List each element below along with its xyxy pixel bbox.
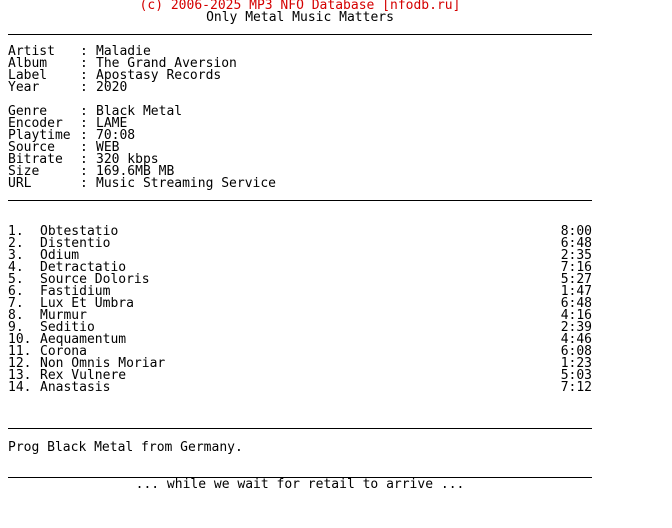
- track-row: [8, 238, 592, 250]
- track-number: 8.: [8, 308, 24, 323]
- info-value: 169.6MB MB: [96, 164, 175, 179]
- info-key: Bitrate: [8, 152, 63, 167]
- info-value: Black Metal: [96, 104, 183, 119]
- track-duration: 8:00: [560, 224, 592, 239]
- info-key: Encoder: [8, 116, 63, 131]
- track-number: 9.: [8, 320, 24, 335]
- info-key: Artist: [8, 44, 55, 59]
- track-duration: 4:16: [560, 308, 592, 323]
- tracklist: [8, 226, 592, 394]
- spacer: [8, 454, 592, 477]
- info-row-year: [8, 82, 592, 94]
- info-value: WEB: [96, 140, 120, 155]
- track-title: Seditio: [40, 320, 95, 335]
- track-title: Rex Vulnere: [40, 368, 127, 383]
- track-number: 11.: [8, 344, 32, 359]
- track-title: Source Doloris: [40, 272, 150, 287]
- track-title: Corona: [40, 344, 87, 359]
- track-title: Murmur: [40, 308, 87, 323]
- info-separator: :: [80, 68, 88, 83]
- info-key: Album: [8, 56, 48, 71]
- spacer: [8, 201, 592, 226]
- track-row: [8, 334, 592, 346]
- track-number: 4.: [8, 260, 24, 275]
- info-value: 320 kbps: [96, 152, 159, 167]
- track-row: [8, 310, 592, 322]
- spacer: [8, 24, 592, 34]
- info-value: The Grand Aversion: [96, 56, 237, 71]
- info-separator: :: [80, 44, 88, 59]
- track-number: 12.: [8, 356, 32, 371]
- info-key: Size: [8, 164, 40, 179]
- info-value: Apostasy Records: [96, 68, 222, 83]
- track-number: 1.: [8, 224, 24, 239]
- track-number: 2.: [8, 236, 24, 251]
- info-separator: :: [80, 152, 88, 167]
- track-number: 6.: [8, 284, 24, 299]
- credit-line: (c) 2006-2025 MP3 NFO Database [nfodb.ru]: [139, 0, 461, 13]
- track-title: Obtestatio: [40, 224, 119, 239]
- tagline: Only Metal Music Matters: [206, 10, 394, 25]
- info-key: Genre: [8, 104, 48, 119]
- info-key: URL: [8, 176, 32, 191]
- track-title: Non Omnis Moriar: [40, 356, 166, 371]
- info-key: Label: [8, 68, 48, 83]
- footer-line: ... while we wait for retail to arrive ...: [135, 477, 465, 492]
- track-title: Odium: [40, 248, 80, 263]
- info-key: Playtime: [8, 128, 71, 143]
- info-value: 70:08: [96, 128, 136, 143]
- release-info: [8, 46, 592, 94]
- info-row-url: [8, 178, 592, 190]
- release-notes: Prog Black Metal from Germany.: [8, 440, 243, 455]
- info-separator: :: [80, 104, 88, 119]
- track-number: 3.: [8, 248, 24, 263]
- technical-info: [8, 106, 592, 190]
- track-duration: 2:35: [560, 248, 592, 263]
- track-duration: 5:27: [560, 272, 592, 287]
- track-title: Detractatio: [40, 260, 127, 275]
- info-separator: :: [80, 164, 88, 179]
- track-duration: 1:47: [560, 284, 592, 299]
- info-separator: :: [80, 116, 88, 131]
- info-separator: :: [80, 140, 88, 155]
- info-value: LAME: [96, 116, 128, 131]
- spacer: [8, 394, 592, 428]
- track-duration: 5:03: [560, 368, 592, 383]
- track-duration: 4:46: [560, 332, 592, 347]
- nfo-document: [8, 0, 592, 491]
- info-separator: :: [80, 176, 88, 191]
- track-duration: 2:39: [560, 320, 592, 335]
- track-duration: 1:23: [560, 356, 592, 371]
- info-value: Music Streaming Service: [96, 176, 277, 191]
- track-duration: 7:16: [560, 260, 592, 275]
- track-title: Distentio: [40, 236, 111, 251]
- track-row: [8, 382, 592, 394]
- track-duration: 6:48: [560, 236, 592, 251]
- track-number: 10.: [8, 332, 32, 347]
- track-title: Lux Et Umbra: [40, 296, 134, 311]
- info-key: Source: [8, 140, 55, 155]
- track-number: 14.: [8, 380, 32, 395]
- track-number: 7.: [8, 296, 24, 311]
- track-number: 5.: [8, 272, 24, 287]
- info-separator: :: [80, 56, 88, 71]
- track-title: Fastidium: [40, 284, 111, 299]
- info-separator: :: [80, 80, 88, 95]
- spacer: [8, 190, 592, 200]
- track-duration: 6:48: [560, 296, 592, 311]
- info-value: Maladie: [96, 44, 151, 59]
- track-title: Anastasis: [40, 380, 111, 395]
- track-number: 13.: [8, 368, 32, 383]
- track-title: Aequamentum: [40, 332, 127, 347]
- info-value: 2020: [96, 80, 128, 95]
- track-duration: 6:08: [560, 344, 592, 359]
- track-duration: 7:12: [560, 380, 592, 395]
- info-separator: :: [80, 128, 88, 143]
- track-row: [8, 298, 592, 310]
- info-key: Year: [8, 80, 40, 95]
